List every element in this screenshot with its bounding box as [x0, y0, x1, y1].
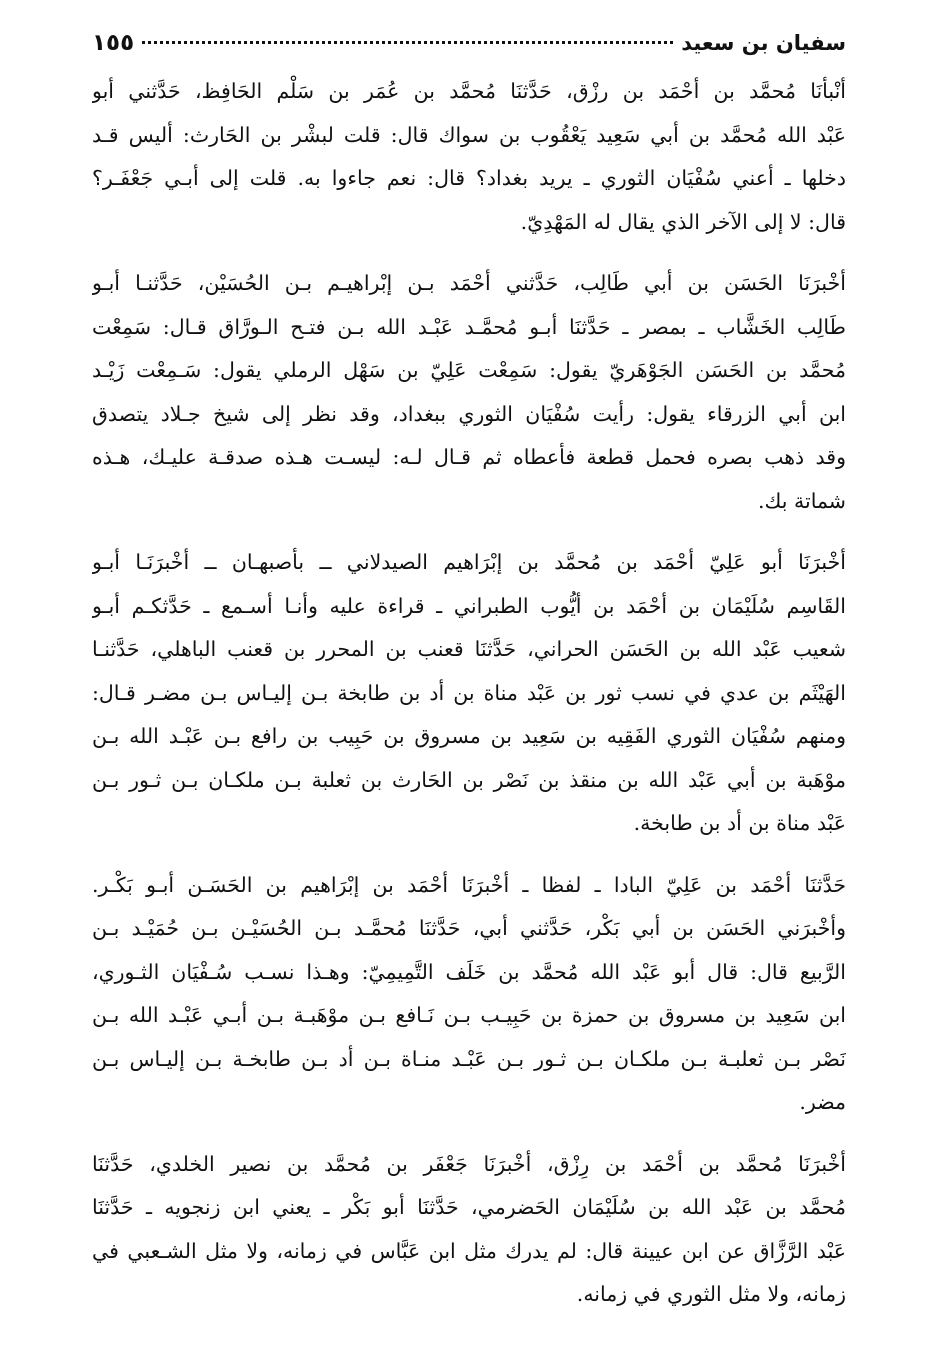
- running-header: [92, 30, 846, 70]
- text-line: الرَّبيع قال: قال أبو عَبْد الله مُحمَّد بن خَلَف التَّمِيمِيّ: وهـذا نسـب سُـفْيَان الثـوري،: [92, 959, 846, 984]
- text-line: أخْبرَنَا مُحمَّد بن أحْمَد بن رِزْق، أخْبرَنَا جَعْفَر بن مُحمَّد بن نصير الخلدي، حَدَّثنَا: [92, 1151, 846, 1176]
- chapter-title: سفيان بن سعيد: [681, 31, 846, 55]
- text-line: وأخْبرَني الحَسَن بن أبي بَكْر، حَدَّثني أبي، حَدَّثنَا مُحمَّـد بـن الحُسَيْـن بـن حُمَيْـد بـن: [92, 916, 846, 940]
- paragraph: [92, 864, 846, 1125]
- text-line: شعيب عَبْد الله بن الحَسَن الحراني، حَدَّثنَا قعنب بن المحرر بن قعنب الباهلي، حَدَّثنـا: [92, 637, 846, 661]
- paragraph: [92, 541, 846, 846]
- text-line: مضر.: [799, 1090, 846, 1114]
- text-line: ومنهم سُفْيَان الثوري الفَقِيه بن سَعِيد بن مسروق بن حَبِيب بن رافع بـن عَبْـد الله بـن: [92, 724, 846, 748]
- text-line: قال: لا إلى الآخر الذي يقال له المَهْدِيّ.: [520, 209, 846, 234]
- text-line: عَبْد مناة بن أد بن طابخة.: [633, 811, 846, 835]
- text-line: ابن سَعِيد بن مسروق بن حمزة بن حَبِيـب بـن نَـافع بـن موْهَبـة بـن أبـي عَبْـد الله بـن: [92, 1003, 846, 1027]
- text-line: دخلها ـ أعني سُفْيَان الثوري ـ يريد بغداد؟ قال: نعم جاءوا به. قلت إلى أبـي جَعْفَـر؟: [92, 166, 846, 190]
- text-line: حَدَّثنَا أحْمَد بن عَلِيّ البادا ـ لفظا ـ أخْبرَنَا أحْمَد بن إبْرَاهيم بن الحَسَـن أبـو بَكْـر.: [92, 872, 846, 897]
- text-line: مُحمَّد بن عَبْد الله بن سُلَيْمَان الحَضرمي، حَدَّثنَا أبو بَكْر ـ يعني ابن زنجويه ـ حَدَّثنَا: [92, 1195, 846, 1219]
- paragraph: [92, 262, 846, 523]
- text-line: عَبْد الله مُحمَّد بن أبي سَعِيد يَعْقُوب بن سواك قال: قلت لبشْر بن الحَارث: أليس قـد: [92, 122, 846, 147]
- text-line: وقد ذهب بصره فحمل قطعة فأعطاه ثم قـال لـه: ليسـت هـذه صدقـة عليـك، هـذه: [92, 445, 846, 469]
- paragraph: [92, 1143, 846, 1317]
- text-line: عَبْد الرَّزَّاق عن ابن عيينة قال: لم يدرك مثل ابن عَبَّاس في زمانه، ولا مثل الشـعبي في: [92, 1238, 846, 1263]
- text-line: القَاسِم سُلَيْمَان بن أحْمَد بن أيُّوب الطبراني ـ قراءة عليه وأنـا أسـمع ـ حَدَّثكـم أبـو: [92, 593, 846, 618]
- text-line: مُحمَّد بن الحَسَن الجَوْهَريّ يقول: سَمِعْت عَلِيّ بن سَهْل الرملي يقول: سَـمِعْت زَيْـد: [92, 358, 846, 382]
- text-line: أخْبرَنَا الحَسَن بن أبي طَالِب، حَدَّثني أحْمَد بـن إبْراهيـم بـن الحُسَيْن، حَدَّثنـا أبـو: [92, 271, 846, 295]
- text-line: الهَيْثَم بن عدي في نسب ثور بن عَبْد مناة بن أد بن طابخة بـن إليـاس بـن مضـر قـال:: [92, 680, 846, 705]
- paragraph: [92, 70, 846, 244]
- text-line: أخْبرَنَا أبو عَلِيّ أحْمَد بن مُحمَّد بن إبْرَاهيم الصيدلاني ــ بأصبهـان ــ أخْبرَنَـا أبـو: [92, 550, 846, 574]
- text-line: طَالِب الخَشَّاب ـ بمصر ـ حَدَّثنَا أبـو مُحمَّـد عَبْـد الله بـن فتـح الـورَّاق قـال: سَمِعْت: [92, 314, 846, 339]
- text-line: زمانه، ولا مثل الثوري في زمانه.: [576, 1282, 846, 1306]
- book-page: [92, 30, 846, 1335]
- page-number: ١٥٥: [92, 30, 135, 56]
- text-line: نَصْر بـن ثعلبـة بـن ملكـان بـن ثـور بـن عَبْـد منـاة بـن أد بـن طابخـة بـن إليـاس بـن: [92, 1046, 846, 1071]
- text-line: أنْبأنَا مُحمَّد بن أحْمَد بن رزْق، حَدَّثنَا مُحمَّد بن عُمَر بن سَلْم الحَافِظ، حَدَّثني أبو: [92, 79, 846, 103]
- text-line: ابن أبي الزرقاء يقول: رأيت سُفْيَان الثوري ببغداد، وقد نظر إلى شيخ جـلاد يتصدق: [92, 401, 846, 426]
- text-line: موْهَبة بن أبي عَبْد الله بن منقذ بن نَصْر بن الحَارث بن ثعلبة بـن ملكـان بـن ثـور بـن: [92, 767, 846, 792]
- text-line: شماتة بك.: [758, 488, 846, 513]
- dotted-leader: [142, 40, 673, 44]
